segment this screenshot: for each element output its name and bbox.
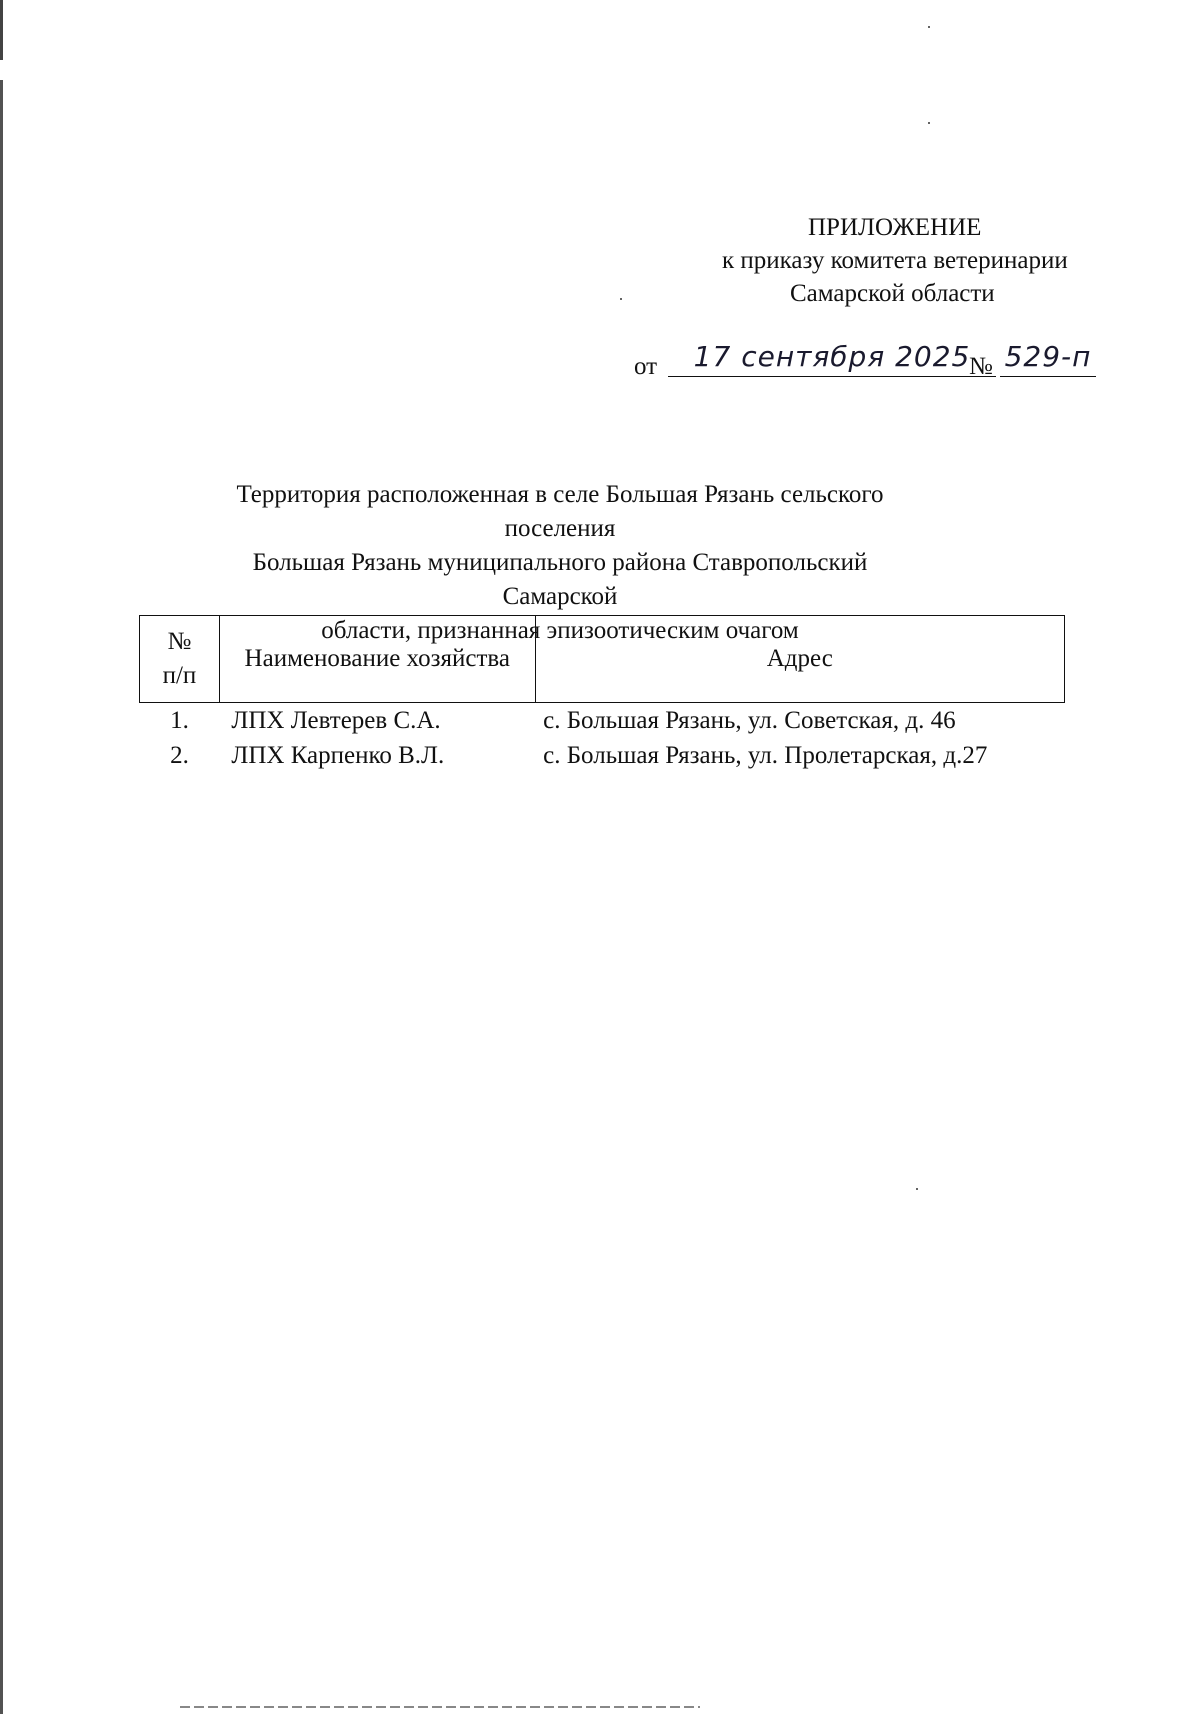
header-number-pp: п/п bbox=[162, 662, 197, 689]
document-title-line2: Большая Рязань муниципального района Ставропольский Самарской bbox=[252, 549, 868, 610]
scan-speck bbox=[928, 122, 930, 124]
row-number: 2. bbox=[170, 742, 189, 769]
row-farm-name: ЛПХ Левтерев С.А. bbox=[231, 707, 441, 734]
scan-speck bbox=[620, 298, 622, 300]
header-address: Адрес bbox=[535, 616, 1064, 703]
order-number-handwritten: 529-п bbox=[1000, 340, 1096, 377]
order-date-handwritten: 17 сентября 2025 bbox=[668, 340, 996, 377]
scan-speck bbox=[916, 1188, 918, 1190]
scan-edge-artifact bbox=[180, 1706, 700, 1708]
farms-table bbox=[139, 615, 1065, 773]
order-number-label: № bbox=[969, 353, 993, 380]
header-number-sign: № bbox=[167, 628, 192, 655]
header-number bbox=[140, 616, 220, 703]
order-from-label: от bbox=[634, 353, 658, 380]
table-row bbox=[140, 703, 1065, 739]
table-header-row bbox=[140, 616, 1065, 703]
document-title-line1: Территория расположенная в селе Большая Рязань сельского поселения bbox=[236, 481, 884, 542]
header-farm-name: Наименование хозяйства bbox=[219, 616, 535, 703]
appendix-subtitle-line1: к приказу комитета ветеринарии bbox=[722, 247, 1068, 274]
scan-speck bbox=[928, 26, 930, 28]
row-address: с. Большая Рязань, ул. Советская, д. 46 bbox=[543, 707, 956, 734]
scan-edge-artifact bbox=[0, 0, 3, 1714]
table-row bbox=[140, 738, 1065, 773]
document-title-line3: области, признанная эпизоотическим очагом bbox=[321, 617, 799, 644]
row-farm-name: ЛПХ Карпенко В.Л. bbox=[231, 742, 445, 769]
appendix-title: ПРИЛОЖЕНИЕ bbox=[808, 214, 982, 241]
appendix-subtitle-line2: Самарской области bbox=[790, 280, 995, 307]
row-address: с. Большая Рязань, ул. Пролетарская, д.27 bbox=[543, 742, 988, 769]
row-number: 1. bbox=[170, 707, 189, 734]
